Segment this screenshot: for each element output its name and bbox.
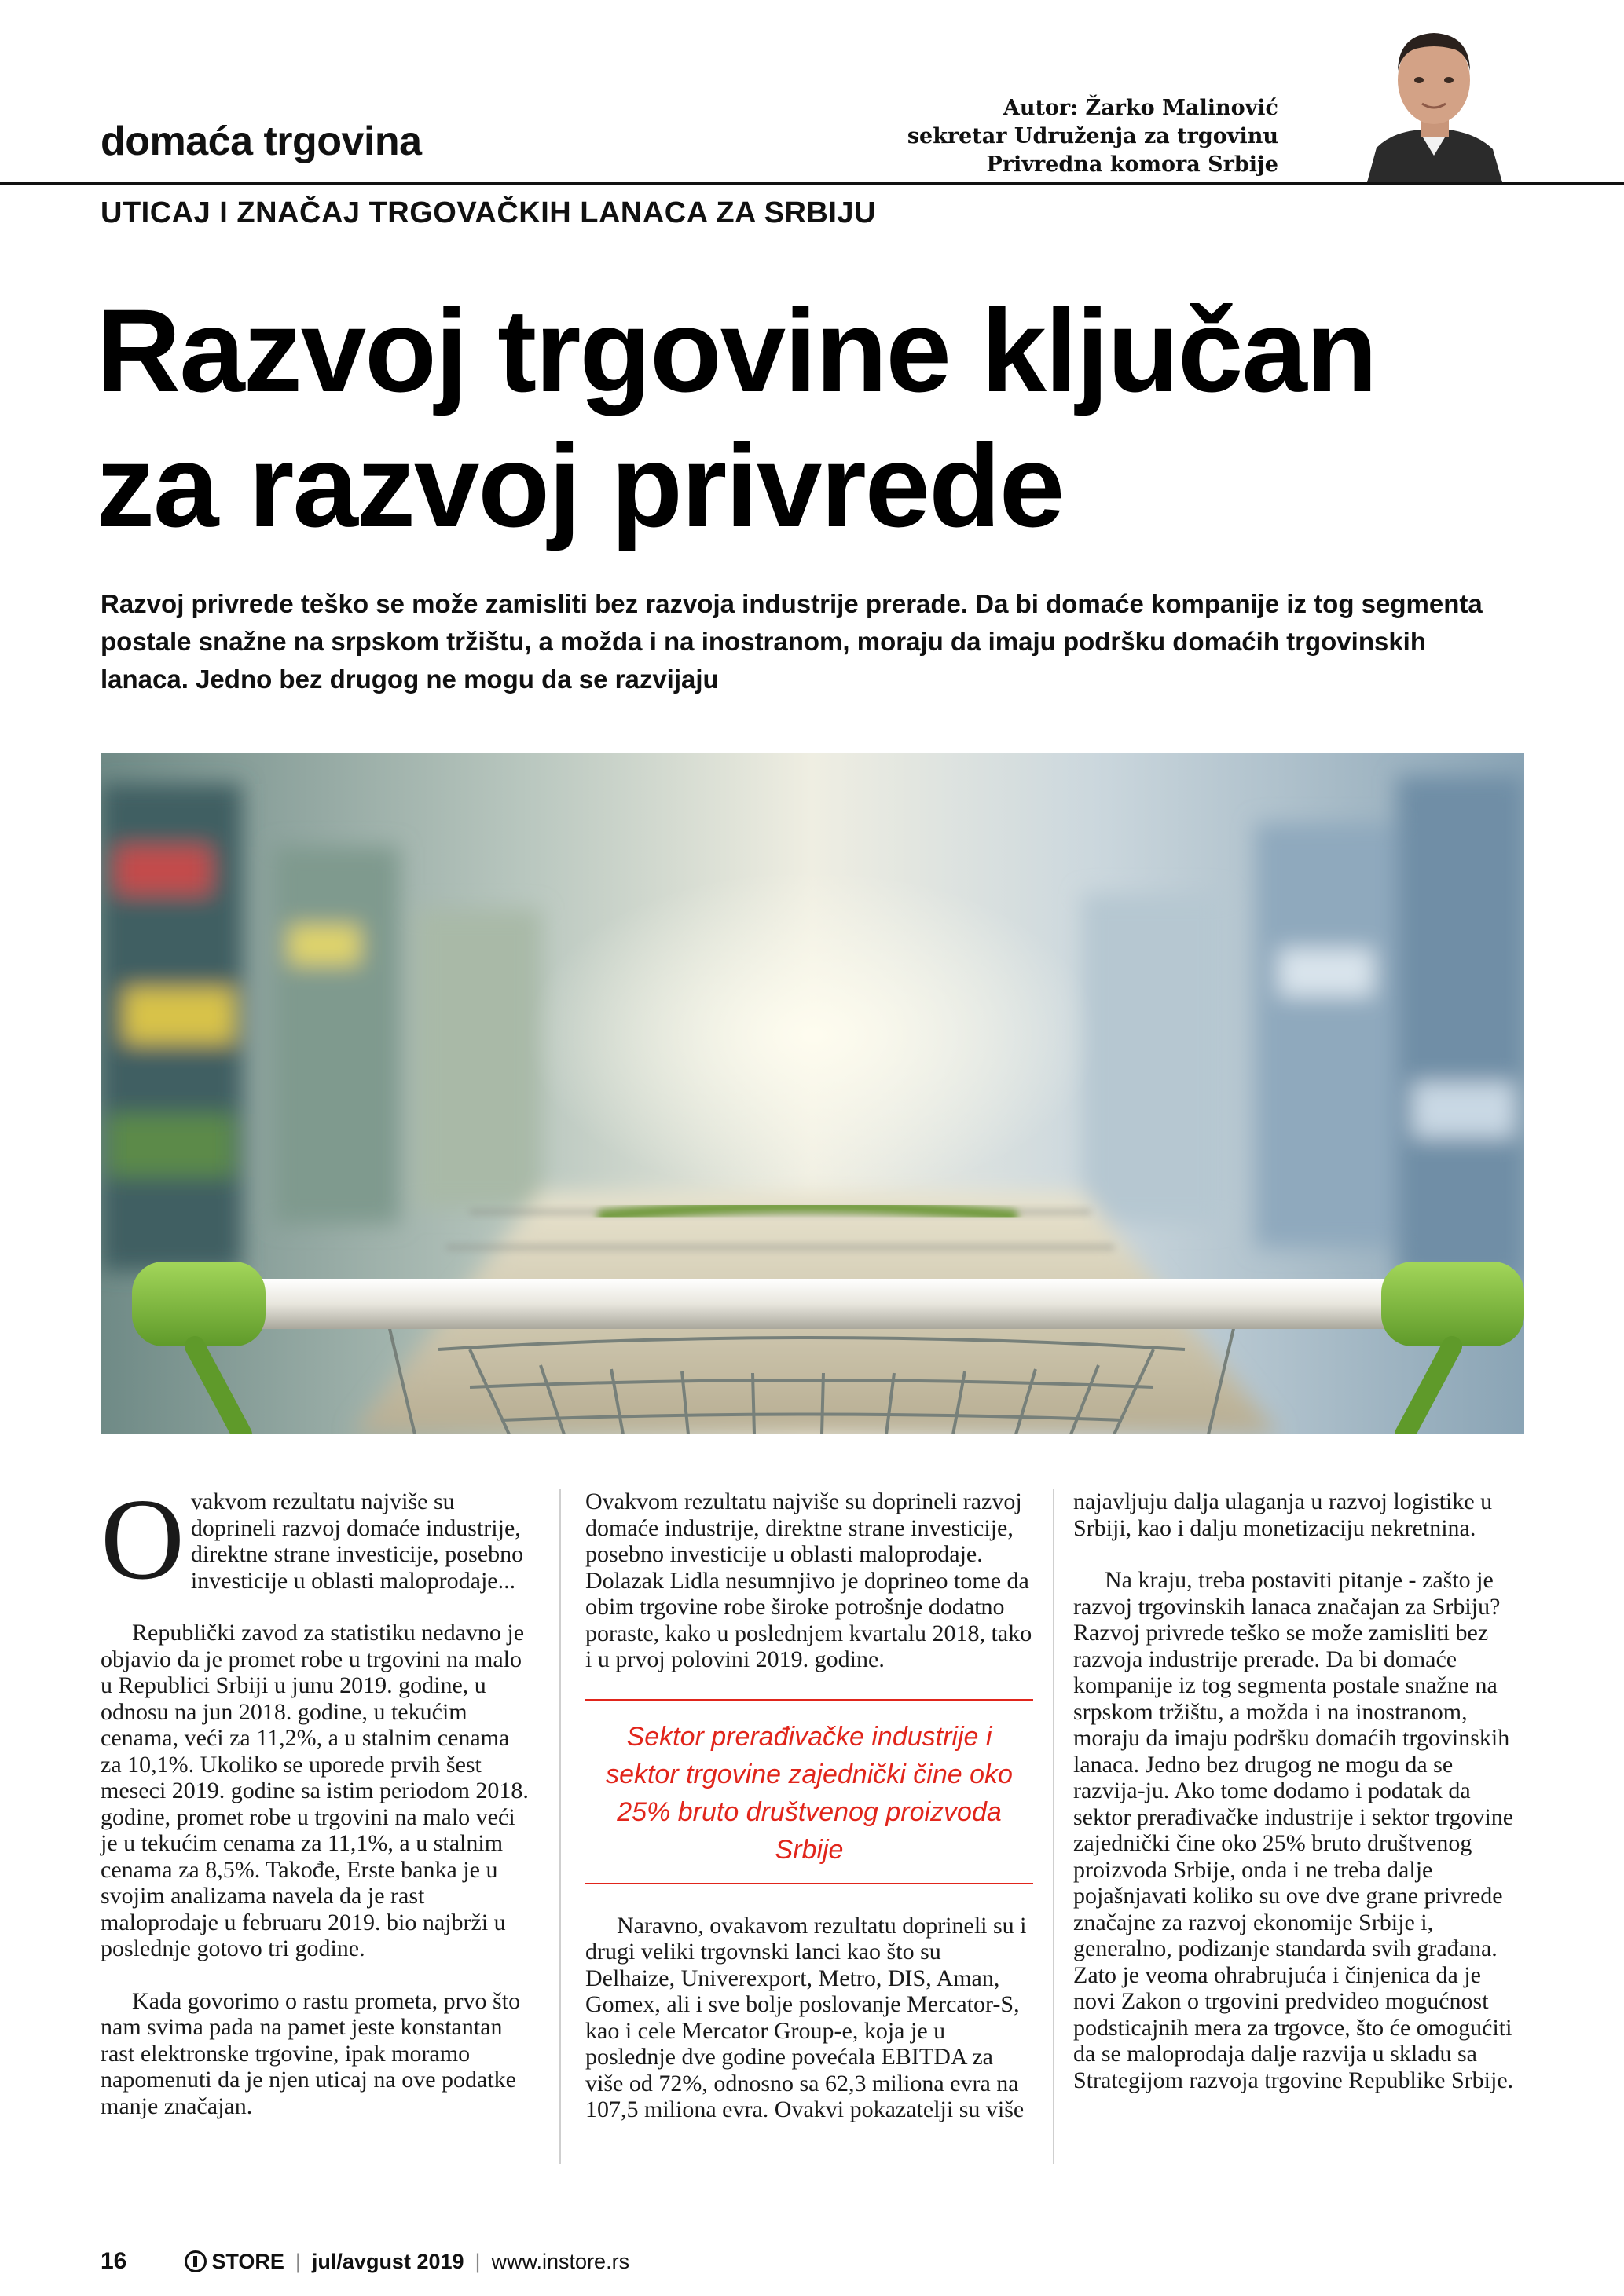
- article-lead: Razvoj privrede teško se može zamisliti bez razvoja industrije prerade. Da bi domaće kompanije iz tog segmenta postale snažne na srpskom tržištu, a možda i na inostranom, moraju da imaju podršku domaćih trgovinskih lanaca. Jedno bez drugog ne mogu da se razvijaju: [101, 589, 1483, 694]
- author-byline: [907, 94, 1278, 179]
- headline-line-1: Razvoj trgovine ključan: [96, 284, 1377, 416]
- author-photo: [1359, 16, 1509, 182]
- paragraph: najavljuju dalja ulaganja u razvoj logistike u Srbiji, kao i dalju monetizaciju nekretnina.: [1073, 1489, 1493, 1541]
- author-name: Autor: Žarko Malinović: [1003, 96, 1278, 120]
- author-title: sekretar Udruženja za trgovinu: [907, 124, 1278, 148]
- body-column-3: [1073, 1489, 1524, 2119]
- paragraph: Kada govorimo o rastu prometa, prvo što nam svima pada na pamet jeste konstantan rast elektronske trgovine, ipak moramo napomenuti da je njen uticaj na ove podatke manje značajan.: [101, 1987, 521, 2119]
- instore-logo-icon: [185, 2250, 207, 2272]
- magazine-logo: [185, 2250, 284, 2274]
- footer-separator: |: [295, 2249, 301, 2273]
- pull-quote: Sektor prerađivačke industrije i sektor trgovine zajednički čine oko 25% bruto društvenog proizvoda Srbije: [585, 1699, 1033, 1884]
- page-number: 16: [101, 2248, 127, 2274]
- header-rule: [0, 182, 1624, 185]
- footer-separator: |: [475, 2249, 481, 2273]
- paragraph: Naravno, ovakavom rezultatu doprineli su i drugi veliki trgovnski lanci kao što su Delhaize, Univerexport, Metro, DIS, Aman, Gomex, ali i sve bolje poslovanje Mercator-S, kao i cele Mercator Group-e, koja je u poslednje dve godine povećala EBITDA za više od 72%, odnosno sa 62,3 miliona evra na 107,5 miliona evra. Ovakvi pokazatelji su više: [585, 1912, 1027, 2122]
- column-divider: [1053, 1489, 1054, 2164]
- article-kicker: UTICAJ I ZNAČAJ TRGOVAČKIH LANACA ZA SRBIJU: [101, 196, 876, 229]
- section-label: domaća trgovina: [101, 119, 422, 164]
- article-headline: [96, 283, 1557, 553]
- body-column-1: [101, 1475, 534, 2145]
- website-link[interactable]: www.instore.rs: [491, 2249, 630, 2273]
- issue-date: jul/avgust 2019: [311, 2249, 464, 2273]
- paragraph: Na kraju, treba postaviti pitanje - zašto je razvoj trgovinskih lanaca značajan za Srbiju? Razvoj privrede teško se može zamisliti bez razvoja industrije prerade. Da bi domaće kompanije iz tog segmenta postale snažne na srpskom tržištu, a možda i na inostranom, moraju da imaju podršku domaćih trgovinskih lanaca. Jedno bez drugog ne mogu da se razvija-ju. Ako tome dodamo i podatak da sektor prerađivačke industrije i sektor trgovine zajednički čine oko 25% bruto društvenog proizvoda Srbije, onda i ne treba dalje pojašnjavati koliko su ove dve grane privrede značajne za razvoj ekonomije Srbije i, generalno, podizanje standarda svih građana. Zato je veoma ohrabrujuća i činjenica da je novi Zakon o trgovini predvideo mogućnost podsticajnih mera za trgovce, što će omogućiti da se maloprodaja dalje razvija u skladu sa Strategijom razvoja trgovine Republike Srbije.: [1073, 1567, 1514, 2093]
- paragraph: [101, 1475, 534, 1604]
- page-footer: [101, 2248, 629, 2275]
- paragraph: Republički zavod za statistiku nedavno je objavio da je promet robe u trgovini na malo u Republici Srbiji u junu 2019. godine, u odnosu na jun 2018. godine, u tekućim cenama, veći za 11,2%, a u stalnim cenama za 10,1%. Ukoliko se uporede prvih šest meseci 2019. godine sa istim periodom 2018. godine, promet robe u trgovini na malo veći je u tekućim cenama za 11,1%, a u stalnim cenama za 8,5%. Takođe, Erste banka je u svojim analizama navela da je rast maloprodaje u februaru 2019. bio najbrži u poslednje gotovo tri godine.: [101, 1620, 529, 1961]
- author-organization: Privredna komora Srbije: [986, 152, 1278, 177]
- body-column-2: [585, 1489, 1033, 2149]
- paragraph-text: vakvom rezultatu najviše su doprineli razvoj domaće industrije, direktne strane investicije, posebno investicije u oblasti maloprodaje...: [190, 1489, 524, 1594]
- column-divider: [559, 1489, 561, 2164]
- drop-cap: O: [101, 1475, 185, 1604]
- magazine-name: STORE: [211, 2249, 284, 2273]
- paragraph: Ovakvom rezultatu najviše su doprineli razvoj domaće industrije, direktne strane investicije, posebno investicije u oblasti maloprodaje. Dolazak Lidla nesumnjivo je doprineo tome da obim trgovine robe široke potrošnje dodatno poraste, kako u poslednjem kvartalu 2018, tako i u prvoj polovini 2019. godine.: [585, 1489, 1032, 1672]
- hero-image-shopping-cart: [101, 753, 1524, 1434]
- headline-line-2: za razvoj privrede: [96, 419, 1064, 551]
